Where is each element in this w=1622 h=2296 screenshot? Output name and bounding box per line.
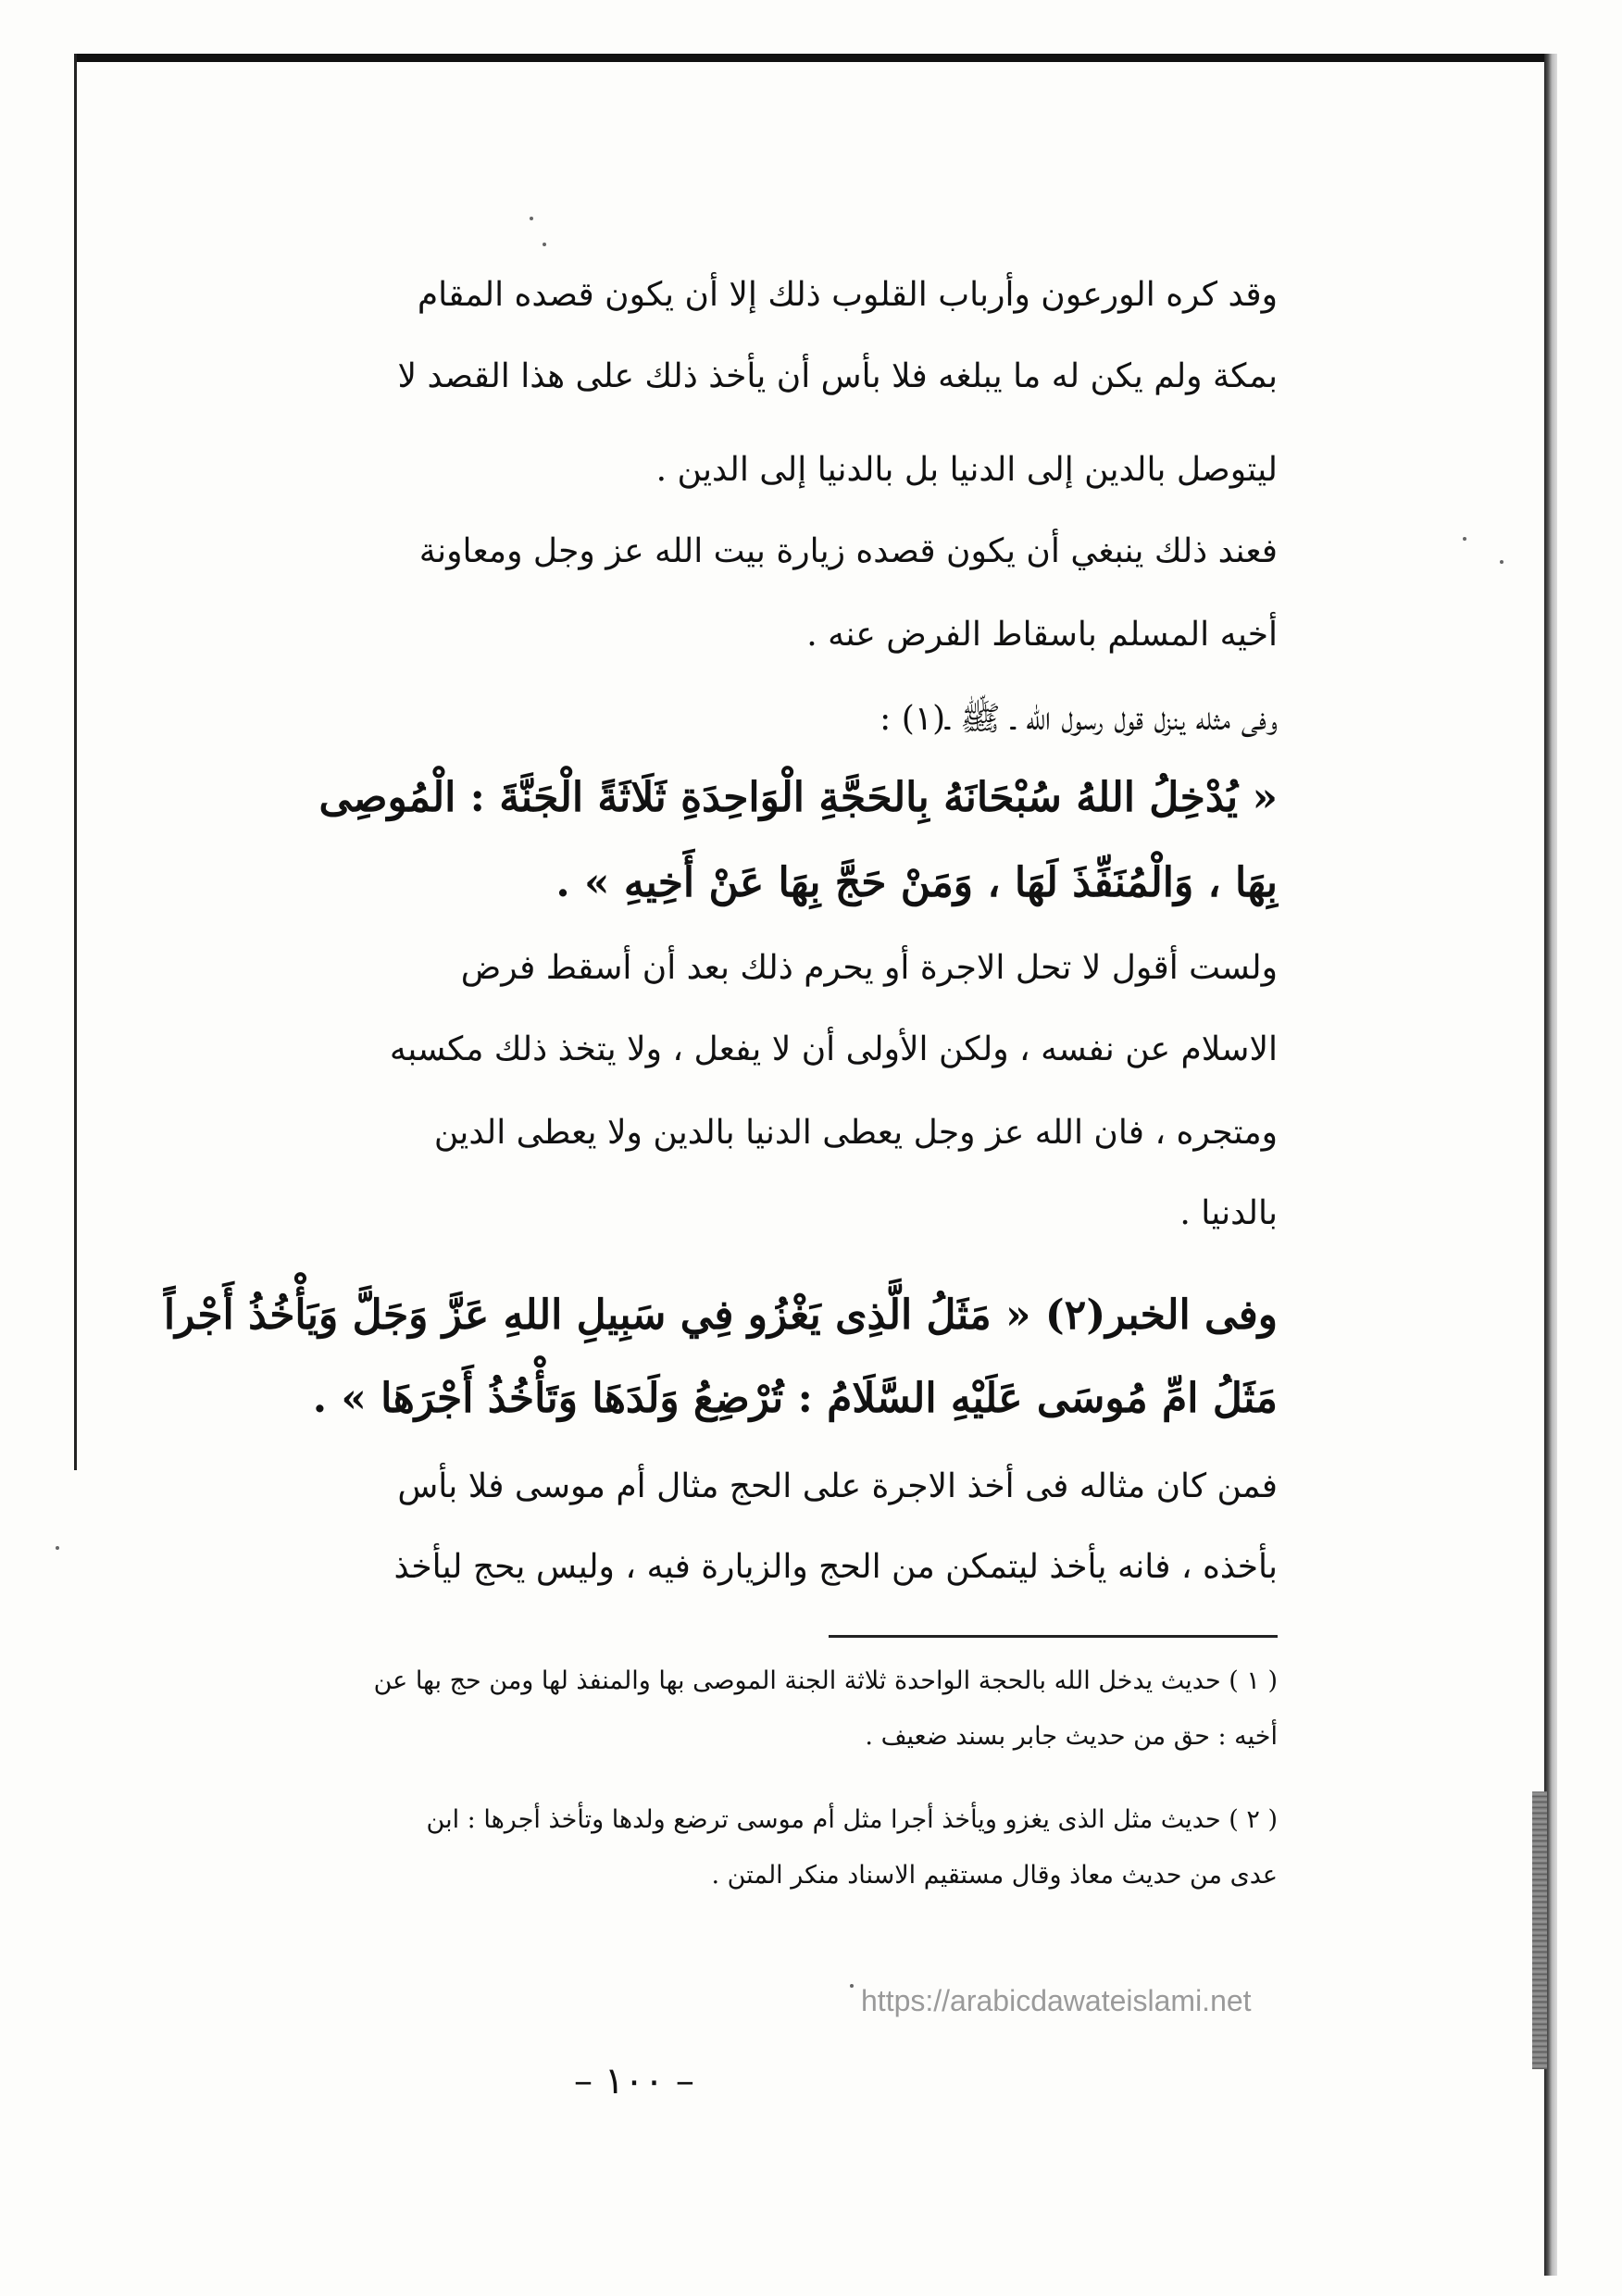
text-line: ليتوصل بالدين إلى الدنيا بل بالدنيا إلى الدين . xyxy=(655,451,1278,489)
page-number: – ١٠٠ – xyxy=(574,2060,694,2103)
hadith-line: وفى الخبر(٢) « مَثَلُ الَّذِى يَغْزُو فِي سَبِيلِ اللهِ عَزَّ وَجَلَّ وَيَأْخُذُ أَجْراً xyxy=(163,1292,1278,1339)
hadith-line: « يُدْخِلُ اللهُ سُبْحَانَهُ بِالحَجَّةِ الْوَاحِدَةِ ثَلَاثَةً الْجَنَّةَ : الْمُوصِى xyxy=(318,774,1278,821)
text-line: بمكة ولم يكن له ما يبلغه فلا بأس أن يأخذ ذلك على هذا القصد لا xyxy=(397,357,1278,395)
hadith-line: مَثَلُ امِّ مُوسَى عَلَيْهِ السَّلَامُ : تُرْضِعُ وَلَدَهَا وَتَأْخُذُ أَجْرَهَا » . xyxy=(312,1375,1278,1422)
scan-edge-shade xyxy=(1532,1791,1547,2069)
text-line: فعند ذلك ينبغي أن يكون قصده زيارة بيت الله عز وجل ومعاونة xyxy=(418,532,1278,570)
watermark-url: https://arabicdawateislami.net xyxy=(861,1984,1252,2017)
main-text-block xyxy=(148,0,1278,2296)
footnote-line: عدى من حديث معاذ وقال مستقيم الاسناد منكر المتن . xyxy=(711,1861,1278,1890)
scan-speck xyxy=(1463,537,1466,541)
hadith-line: بِهَا ، وَالْمُنَفِّذَ لَهَا ، وَمَنْ حَجَّ بِهَا عَنْ أَخِيهِ » . xyxy=(555,859,1278,906)
text-line: وفى مثله ينزل قول رسول الله ـ ﷺ ـ(١) : xyxy=(880,700,1278,738)
text-line: بأخذه ، فانه يأخذ ليتمكن من الحج والزيارة فيه ، وليس يحج ليأخذ xyxy=(393,1548,1278,1586)
text-line: وقد كره الورعون وأرباب القلوب ذلك إلا أن يكون قصده المقام xyxy=(417,276,1278,314)
text-line: ولست أقول لا تحل الاجرة أو يحرم ذلك بعد أن أسقط فرض xyxy=(460,949,1278,987)
text-line: بالدنيا . xyxy=(1179,1194,1278,1232)
text-line: الاسلام عن نفسه ، ولكن الأولى أن لا يفعل ، ولا يتخذ ذلك مكسبه xyxy=(389,1030,1278,1068)
text-line: ومتجره ، فان الله عز وجل يعطى الدنيا بالدين ولا يعطى الدين xyxy=(433,1114,1278,1152)
footnote-separator xyxy=(829,1635,1278,1638)
footnote-line: ( ١ ) حديث يدخل الله بالحجة الواحدة ثلاثة الجنة الموصى بها والمنفذ لها ومن حج بها عن xyxy=(373,1666,1278,1695)
text-line: أخيه المسلم باسقاط الفرض عنه . xyxy=(806,616,1278,654)
footnote-line: ( ٢ ) حديث مثل الذى يغزو ويأخذ أجرا مثل أم موسى ترضع ولدها وتأخذ أجرها : ابن xyxy=(426,1805,1278,1834)
frame-left-border xyxy=(74,54,77,1470)
scan-speck xyxy=(1500,560,1503,564)
footnote-line: أخيه : حق من حديث جابر بسند ضعيف . xyxy=(865,1722,1278,1751)
text-line: فمن كان مثاله فى أخذ الاجرة على الحج مثال أم موسى فلا بأس xyxy=(397,1467,1278,1505)
scan-speck xyxy=(56,1546,59,1550)
